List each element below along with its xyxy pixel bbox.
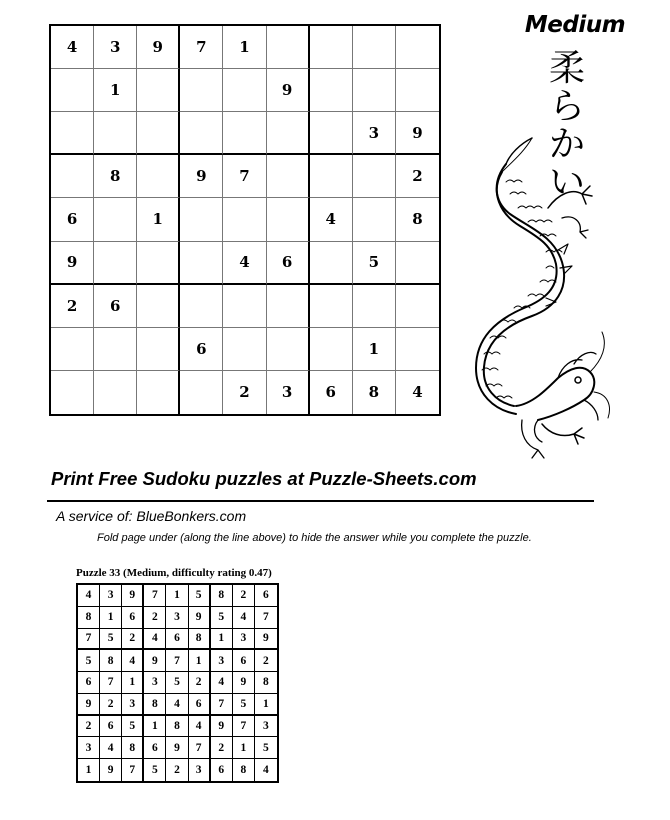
sudoku-cell bbox=[137, 69, 180, 112]
sudoku-cell: 7 bbox=[180, 26, 223, 69]
sudoku-cell: 7 bbox=[223, 155, 266, 198]
sudoku-cell bbox=[180, 198, 223, 241]
solution-cell: 8 bbox=[211, 585, 233, 607]
sudoku-cell bbox=[94, 242, 137, 285]
sudoku-cell bbox=[180, 371, 223, 414]
solution-cell: 5 bbox=[255, 737, 277, 759]
sudoku-cell bbox=[180, 285, 223, 328]
solution-cell: 5 bbox=[233, 694, 255, 716]
solution-cell: 7 bbox=[233, 716, 255, 738]
solution-cell: 2 bbox=[144, 607, 166, 629]
solution-cell: 4 bbox=[122, 650, 144, 672]
solution-cell: 9 bbox=[189, 607, 211, 629]
solution-cell: 3 bbox=[166, 607, 188, 629]
sudoku-cell bbox=[180, 112, 223, 155]
sudoku-cell bbox=[353, 26, 396, 69]
sudoku-cell: 8 bbox=[396, 198, 439, 241]
solution-cell: 6 bbox=[100, 716, 122, 738]
sudoku-cell bbox=[396, 26, 439, 69]
fold-instruction: Fold page under (along the line above) to hide the answer while you complete the puzzle. bbox=[97, 532, 532, 544]
solution-cell: 3 bbox=[144, 672, 166, 694]
sudoku-cell: 9 bbox=[396, 112, 439, 155]
sudoku-cell bbox=[267, 26, 310, 69]
solution-cell: 9 bbox=[144, 650, 166, 672]
solution-cell: 1 bbox=[100, 607, 122, 629]
solution-cell: 2 bbox=[100, 694, 122, 716]
sudoku-cell: 9 bbox=[137, 26, 180, 69]
sudoku-cell: 4 bbox=[310, 198, 353, 241]
solution-cell: 3 bbox=[233, 629, 255, 651]
solution-cell: 5 bbox=[166, 672, 188, 694]
solution-cell: 8 bbox=[233, 759, 255, 781]
fold-line bbox=[47, 500, 594, 502]
solution-cell: 8 bbox=[189, 629, 211, 651]
sudoku-puzzle-grid bbox=[49, 24, 441, 416]
solution-cell: 7 bbox=[189, 737, 211, 759]
solution-cell: 7 bbox=[211, 694, 233, 716]
sudoku-cell bbox=[267, 155, 310, 198]
solution-cell: 5 bbox=[144, 759, 166, 781]
sudoku-cell bbox=[51, 69, 94, 112]
sudoku-cell bbox=[310, 26, 353, 69]
solution-cell: 1 bbox=[166, 585, 188, 607]
solution-cell: 5 bbox=[122, 716, 144, 738]
solution-title: Puzzle 33 (Medium, difficulty rating 0.47) bbox=[76, 567, 272, 579]
solution-cell: 4 bbox=[211, 672, 233, 694]
sudoku-cell bbox=[51, 371, 94, 414]
sudoku-cell: 2 bbox=[223, 371, 266, 414]
sudoku-cell: 3 bbox=[94, 26, 137, 69]
solution-cell: 1 bbox=[122, 672, 144, 694]
solution-cell: 9 bbox=[78, 694, 100, 716]
solution-cell: 1 bbox=[144, 716, 166, 738]
solution-cell: 3 bbox=[122, 694, 144, 716]
sudoku-cell bbox=[223, 198, 266, 241]
sudoku-cell bbox=[267, 112, 310, 155]
sudoku-cell bbox=[137, 328, 180, 371]
sudoku-cell bbox=[94, 112, 137, 155]
sudoku-cell: 4 bbox=[51, 26, 94, 69]
sudoku-cell bbox=[94, 371, 137, 414]
sudoku-cell: 4 bbox=[412, 383, 423, 402]
kanji-char: ら bbox=[548, 86, 585, 127]
solution-cell: 4 bbox=[78, 585, 100, 607]
solution-cell: 1 bbox=[78, 759, 100, 781]
solution-cell: 9 bbox=[166, 737, 188, 759]
sudoku-cell bbox=[223, 285, 266, 328]
solution-cell: 7 bbox=[255, 607, 277, 629]
sudoku-cell: 1 bbox=[94, 69, 137, 112]
solution-cell: 3 bbox=[255, 716, 277, 738]
sudoku-cell bbox=[396, 328, 439, 371]
sudoku-cell bbox=[137, 112, 180, 155]
solution-cell: 2 bbox=[255, 650, 277, 672]
solution-cell: 4 bbox=[189, 716, 211, 738]
sudoku-cell bbox=[310, 285, 353, 328]
kanji-char: か bbox=[548, 124, 585, 165]
kanji-char: い bbox=[548, 162, 585, 203]
sudoku-cell bbox=[51, 155, 94, 198]
sudoku-cell: 6 bbox=[267, 242, 310, 285]
sudoku-cell bbox=[51, 112, 94, 155]
sudoku-cell bbox=[223, 328, 266, 371]
sudoku-cell: 1 bbox=[353, 328, 396, 371]
sudoku-cell bbox=[51, 328, 94, 371]
solution-cell: 7 bbox=[78, 629, 100, 651]
sudoku-cell bbox=[396, 69, 439, 112]
dragon-illustration bbox=[462, 132, 612, 462]
sudoku-cell: 1 bbox=[223, 26, 266, 69]
solution-cell: 7 bbox=[122, 759, 144, 781]
sudoku-cell: 9 bbox=[180, 155, 223, 198]
sudoku-cell bbox=[267, 198, 310, 241]
sudoku-cell bbox=[137, 242, 180, 285]
sudoku-cell: 4 bbox=[223, 242, 266, 285]
solution-cell: 8 bbox=[78, 607, 100, 629]
sudoku-cell: 6 bbox=[94, 285, 137, 328]
solution-cell: 9 bbox=[211, 716, 233, 738]
solution-cell: 8 bbox=[166, 716, 188, 738]
sudoku-cell: 8 bbox=[94, 155, 137, 198]
solution-cell: 6 bbox=[122, 607, 144, 629]
sudoku-cell: 2 bbox=[51, 285, 94, 328]
sudoku-cell bbox=[310, 112, 353, 155]
solution-cell: 3 bbox=[78, 737, 100, 759]
sudoku-cell bbox=[353, 285, 396, 328]
sudoku-cell: 6 bbox=[180, 328, 223, 371]
solution-cell: 7 bbox=[144, 585, 166, 607]
solution-grid bbox=[76, 583, 279, 783]
solution-cell: 8 bbox=[144, 694, 166, 716]
sudoku-cell bbox=[137, 155, 180, 198]
solution-cell: 4 bbox=[100, 737, 122, 759]
solution-cell: 2 bbox=[233, 585, 255, 607]
solution-cell: 9 bbox=[255, 629, 277, 651]
solution-cell: 9 bbox=[122, 585, 144, 607]
sudoku-cell bbox=[137, 285, 180, 328]
solution-cell: 6 bbox=[211, 759, 233, 781]
sudoku-cell: 8 bbox=[353, 371, 396, 414]
solution-cell: 3 bbox=[100, 585, 122, 607]
sudoku-cell bbox=[137, 371, 180, 414]
sudoku-cell bbox=[353, 155, 396, 198]
solution-cell: 1 bbox=[233, 737, 255, 759]
sudoku-cell bbox=[310, 242, 353, 285]
solution-cell: 8 bbox=[100, 650, 122, 672]
solution-cell: 5 bbox=[100, 629, 122, 651]
sudoku-cell bbox=[310, 328, 353, 371]
solution-cell: 1 bbox=[211, 629, 233, 651]
solution-cell: 2 bbox=[78, 716, 100, 738]
solution-cell: 6 bbox=[144, 737, 166, 759]
sudoku-cell: 1 bbox=[137, 198, 180, 241]
solution-cell: 6 bbox=[255, 585, 277, 607]
solution-cell: 5 bbox=[211, 607, 233, 629]
sudoku-cell: 2 bbox=[396, 155, 439, 198]
solution-cell: 6 bbox=[166, 629, 188, 651]
sudoku-cell: 9 bbox=[51, 242, 94, 285]
solution-cell: 6 bbox=[78, 672, 100, 694]
solution-cell: 2 bbox=[189, 672, 211, 694]
solution-cell: 9 bbox=[233, 672, 255, 694]
solution-cell: 2 bbox=[211, 737, 233, 759]
solution-cell: 4 bbox=[144, 629, 166, 651]
solution-cell: 5 bbox=[78, 650, 100, 672]
sudoku-cell bbox=[353, 69, 396, 112]
sudoku-cell: 6 bbox=[51, 198, 94, 241]
sudoku-cell bbox=[223, 112, 266, 155]
sudoku-cell: 3 bbox=[267, 371, 310, 414]
sudoku-cell bbox=[94, 328, 137, 371]
sudoku-cell bbox=[310, 69, 353, 112]
sudoku-cell bbox=[353, 198, 396, 241]
sudoku-cell bbox=[94, 198, 137, 241]
sudoku-cell: 9 bbox=[267, 69, 310, 112]
site-headline: Print Free Sudoku puzzles at Puzzle-Sheets.com bbox=[51, 468, 477, 489]
sudoku-cell bbox=[396, 285, 439, 328]
solution-cell: 3 bbox=[211, 650, 233, 672]
sudoku-cell bbox=[396, 242, 439, 285]
solution-cell: 4 bbox=[233, 607, 255, 629]
solution-cell: 6 bbox=[189, 694, 211, 716]
kanji-char: 柔 bbox=[548, 48, 585, 89]
sudoku-cell bbox=[223, 69, 266, 112]
solution-cell: 1 bbox=[189, 650, 211, 672]
service-credit: A service of: BlueBonkers.com bbox=[56, 508, 247, 524]
solution-cell: 9 bbox=[100, 759, 122, 781]
solution-cell: 6 bbox=[233, 650, 255, 672]
sudoku-cell bbox=[180, 242, 223, 285]
sudoku-cell: 6 bbox=[310, 371, 353, 414]
solution-cell: 4 bbox=[166, 694, 188, 716]
sudoku-cell bbox=[310, 155, 353, 198]
solution-cell: 2 bbox=[166, 759, 188, 781]
sudoku-cell: 5 bbox=[353, 242, 396, 285]
difficulty-label: Medium bbox=[524, 12, 626, 38]
sudoku-cell bbox=[180, 69, 223, 112]
sudoku-cell: 3 bbox=[353, 112, 396, 155]
solution-cell: 8 bbox=[255, 672, 277, 694]
solution-cell: 7 bbox=[100, 672, 122, 694]
solution-cell: 1 bbox=[255, 694, 277, 716]
solution-cell: 7 bbox=[166, 650, 188, 672]
solution-cell: 2 bbox=[122, 629, 144, 651]
sudoku-cell bbox=[267, 328, 310, 371]
solution-cell: 8 bbox=[122, 737, 144, 759]
solution-cell: 4 bbox=[263, 764, 269, 777]
solution-cell: 3 bbox=[189, 759, 211, 781]
solution-cell: 5 bbox=[189, 585, 211, 607]
sudoku-cell bbox=[267, 285, 310, 328]
